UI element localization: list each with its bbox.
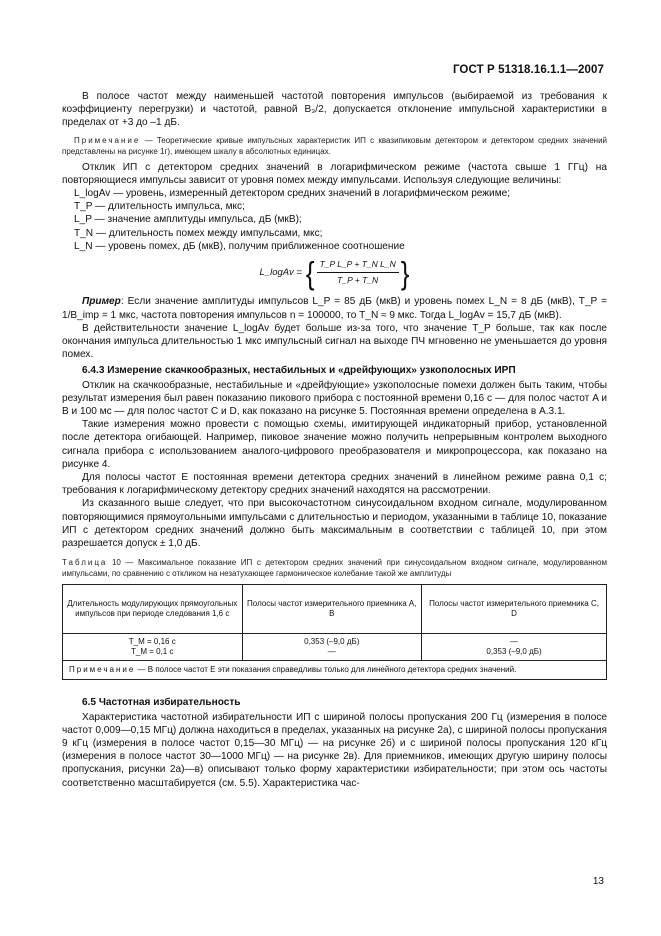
cell-line: T_M = 0,1 с xyxy=(131,647,174,657)
table-10 xyxy=(62,584,607,680)
document-body xyxy=(62,90,607,790)
page-number: 13 xyxy=(592,876,604,887)
formula-lhs: L_logAv = xyxy=(259,267,302,279)
section-heading-6-5: 6.5 Частотная избирательность xyxy=(82,697,241,709)
table-caption xyxy=(62,557,607,579)
formula xyxy=(62,254,607,291)
section-heading-6-4-3: 6.4.3 Измерение скачкообразных, нестабильных и «дрейфующих» узкополосных ИРП xyxy=(82,365,516,377)
table-cell xyxy=(242,634,422,661)
table-cell xyxy=(63,634,243,661)
paragraph: В действительности значение L_logAv будет больше из-за того, что значение T_P больше, так как после окончания импульса длительностью 1 мкс импульсный сигнал на выходе ПЧ мгновенно не уменьшается до уровня помех. xyxy=(62,322,607,361)
example-text: : Если значение амплитуды импульсов L_P = 85 дБ (мкВ) и уровень помех L_N = 8 дБ (мкВ), T_P = 1/B_imp = 1 мкс, частота повторения импульсов n = 100000, то T_N ≈ 9 мкс. Тогда L_logAv = 15,7 дБ (мкВ). xyxy=(62,296,607,321)
formula-numerator: T_P L_P + T_N L_N xyxy=(317,258,399,273)
table-note xyxy=(63,661,607,680)
paragraph: Отклик ИП с детектором средних значений в логарифмическом режиме (частота свыше 1 ГГц) на повторяющиеся импульсы зависит от уровня помех между импульсами. Используя следующие величины: xyxy=(62,161,607,186)
table-cell xyxy=(422,634,607,661)
note-text: — Теоретические кривые импульсных характеристик ИП с квазипиковым детектором и детектором средних значений представлены на рисунке 1г), имеющем шкалу в абсолютных единицах. xyxy=(62,135,607,156)
note-label: Примечание xyxy=(74,135,141,145)
formula-denominator: T_P + T_N xyxy=(337,275,379,286)
paragraph: Отклик на скачкообразные, нестабильные и «дрейфующие» узкополосные помехи должен быть таким, чтобы результат измерения был равен показанию пикового прибора с постоянной времени 0,16 с — для полос частот A и B и 100 мс — для полос частот C и D, как показано на рисунке 5. Постоянная времени определена в A.3.1. xyxy=(62,379,607,418)
definition-item: L_P — значение амплитуды импульса, дБ (мкВ); xyxy=(74,214,302,226)
table-note-text: — В полосе частот E эти показания справедливы только для линейного детектора средних значений. xyxy=(135,665,517,675)
definition-item: T_P — длительность импульса, мкс; xyxy=(74,201,245,213)
example-paragraph xyxy=(62,295,607,321)
cell-line: 0,353 (–9,0 дБ) xyxy=(486,647,542,657)
table-caption-label: Таблица xyxy=(62,558,108,568)
formula-bracket-right: } xyxy=(400,254,410,291)
formula-bracket-left: { xyxy=(305,254,315,291)
formula-fraction xyxy=(317,258,399,287)
table-caption-text: 10 — Максимальное показание ИП с детектором средних значений при синусоидальном входном сигнале, модулированном импульсами, по сравнению с откликом на незатухающее гармоническое колебание такой же амплитуды xyxy=(62,558,607,579)
cell-line: — xyxy=(510,637,519,647)
table-header-row xyxy=(63,585,607,634)
table-header-cell: Полосы частот измерительного приемника A, B xyxy=(242,585,422,634)
table-note-row xyxy=(63,661,607,680)
table-header-cell: Длительность модулирующих прямоугольных импульсов при периоде следования 1,6 с xyxy=(63,585,243,634)
cell-line: — xyxy=(327,647,336,657)
cell-line: T_M = 0,16 с xyxy=(128,637,176,647)
definition-item: L_logAv — уровень, измеренный детектором средних значений в логарифмическом режиме; xyxy=(74,188,511,200)
paragraph: Характеристика частотной избирательности ИП с шириной полосы пропускания 200 Гц (измерения в полосе частот 0,009—0,15 МГц) должна находиться в пределах, указанных на рисунке 2а), с шириной полосы пропускания 9 кГц (измерения в полосе частот 0,15—30 МГц) — на рисунке 2б) и с шириной полосы пропускания 120 кГц (измерения в полосе частот 30—1000 МГц) — на рисунке 2в). Для приемников, имеющих другую ширину полосы пропускания, рисунки 2а)—в) описывают только форму характеристики избирательности; при этом ось частоты соответственно масштабируется (см. 5.5). Характеристика час- xyxy=(62,711,607,789)
paragraph: В полосе частот между наименьшей частотой повторения импульсов (выбираемой из требования к коэффициенту перегрузки) и частотой, равной B₃/2, допускается отклонение импульсной характеристики в пределах от +3 до –1 дБ. xyxy=(62,91,607,129)
paragraph: Из сказанного выше следует, что при высокочастотном синусоидальном входном сигнале, модулированном повторяющимися прямоугольными импульсами с длительностью и периодом, указанными в таблице 10, показание ИП с детектором средних значений должно быть максимальным в соответствии с таблицей 10, при этом разрешается допуск ± 1,0 дБ. xyxy=(62,498,607,550)
definition-item: L_N — уровень помех, дБ (мкВ), получим приближенное соотношение xyxy=(74,240,405,252)
example-label: Пример xyxy=(82,296,121,308)
table-header-cell: Полосы частот измерительного приемника C, D xyxy=(422,585,607,634)
document-header: ГОСТ Р 51318.16.1.1—2007 xyxy=(452,64,604,76)
table-row xyxy=(63,634,607,661)
note xyxy=(62,135,607,157)
paragraph: Такие измерения можно провести с помощью схемы, имитирующей индикаторный прибор, установленной после детектора огибающей. Например, пиковое значение можно получить непрерывным контролем выходного сигнала прибора с использованием аналого-цифрового преобразователя и микропроцессора, как показано на рисунке 4. xyxy=(62,419,607,470)
table-note-label: Примечание xyxy=(69,665,136,675)
cell-line: 0,353 (–9,0 дБ) xyxy=(304,637,360,647)
paragraph: Для полосы частот E постоянная времени детектора средних значений в линейном режиме равна 0,1 с; требования к логарифмическому детектору средних значений находятся на рассмотрении. xyxy=(62,472,607,497)
definition-item: T_N — длительность помех между импульсами, мкс; xyxy=(74,227,323,239)
